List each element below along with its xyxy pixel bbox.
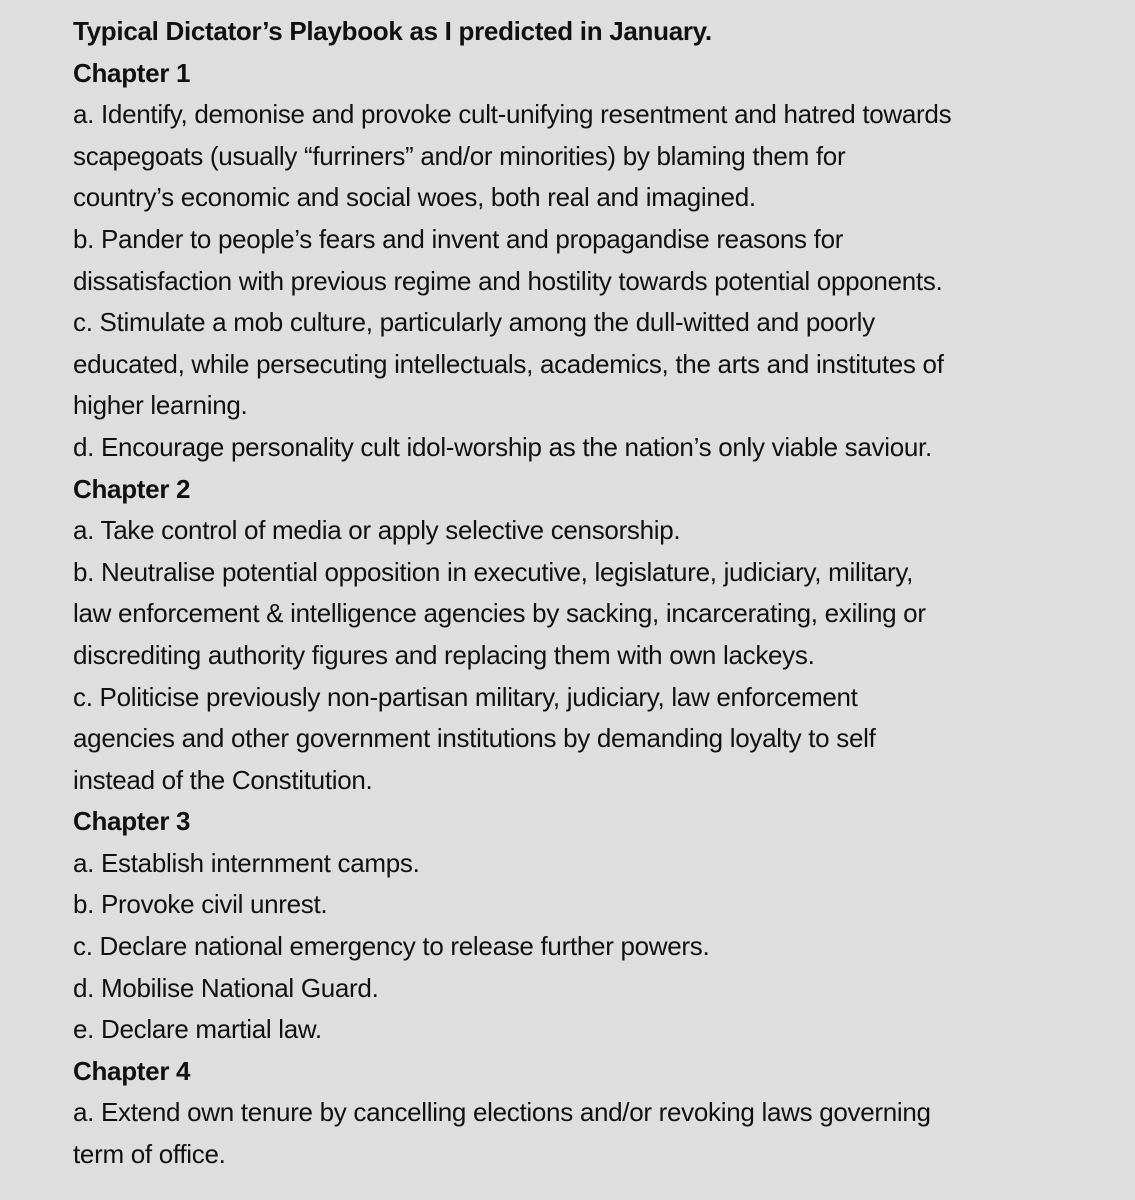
chapter-1-item-a (73, 94, 1095, 219)
text-line: law enforcement & intelligence agencies by sacking, incarcerating, exiling or (73, 598, 926, 629)
text-line: b. Pander to people’s fears and invent and propagandise reasons for (73, 223, 844, 254)
text-line: b. Neutralise potential opposition in executive, legislature, judiciary, military, (73, 556, 914, 587)
chapter-3-item-b: b. Provoke civil unrest. (73, 889, 328, 920)
text-line: c. Stimulate a mob culture, particularly among the dull-witted and poorly (73, 307, 875, 338)
chapter-2-section (73, 469, 1095, 802)
chapter-4-item-a (73, 1092, 1095, 1175)
chapter-3-item-a: a. Establish internment camps. (73, 847, 420, 878)
chapter-2-item-c (73, 677, 1095, 802)
text-line: dissatisfaction with previous regime and hostility towards potential opponents. (73, 265, 943, 296)
chapter-3-item-e: e. Declare martial law. (73, 1014, 322, 1045)
chapter-3-item-c: c. Declare national emergency to release further powers. (73, 931, 710, 962)
chapter-3-section (73, 801, 1095, 1051)
chapter-2-item-a (73, 510, 1095, 552)
document-title: Typical Dictator’s Playbook as I predicted in January. (73, 16, 712, 46)
chapter-4-heading: Chapter 4 (73, 1055, 191, 1086)
text-line: educated, while persecuting intellectuals, academics, the arts and institutes of (73, 348, 944, 379)
text-line: a. Take control of media or apply selective censorship. (73, 515, 681, 546)
chapter-1-item-c (73, 302, 1095, 427)
chapter-1-heading: Chapter 1 (73, 57, 191, 88)
chapter-4-section (73, 1051, 1095, 1176)
chapter-1-section (73, 53, 1095, 469)
text-line: term of office. (73, 1139, 226, 1170)
text-line: country’s economic and social woes, both real and imagined. (73, 182, 756, 213)
chapter-2-item-b (73, 552, 1095, 677)
text-line: discrediting authority figures and replacing them with own lackeys. (73, 639, 815, 670)
text-line: agencies and other government institutions by demanding loyalty to self (73, 723, 876, 754)
text-line: a. Identify, demonise and provoke cult-unifying resentment and hatred towards (73, 99, 952, 130)
text-line: instead of the Constitution. (73, 764, 373, 795)
chapter-1-item-d (73, 427, 1095, 469)
text-line: c. Politicise previously non-partisan military, judiciary, law enforcement (73, 681, 858, 712)
chapter-3-item-d: d. Mobilise National Guard. (73, 972, 379, 1003)
chapter-3-heading: Chapter 3 (73, 806, 191, 837)
text-line: d. Encourage personality cult idol-worship as the nation’s only viable saviour. (73, 431, 932, 462)
text-line: scapegoats (usually “furriners” and/or minorities) by blaming them for (73, 140, 846, 171)
text-line: a. Extend own tenure by cancelling elections and/or revoking laws governing (73, 1097, 931, 1128)
text-line: higher learning. (73, 390, 248, 421)
chapter-2-heading: Chapter 2 (73, 473, 191, 504)
chapter-1-item-b (73, 219, 1095, 302)
